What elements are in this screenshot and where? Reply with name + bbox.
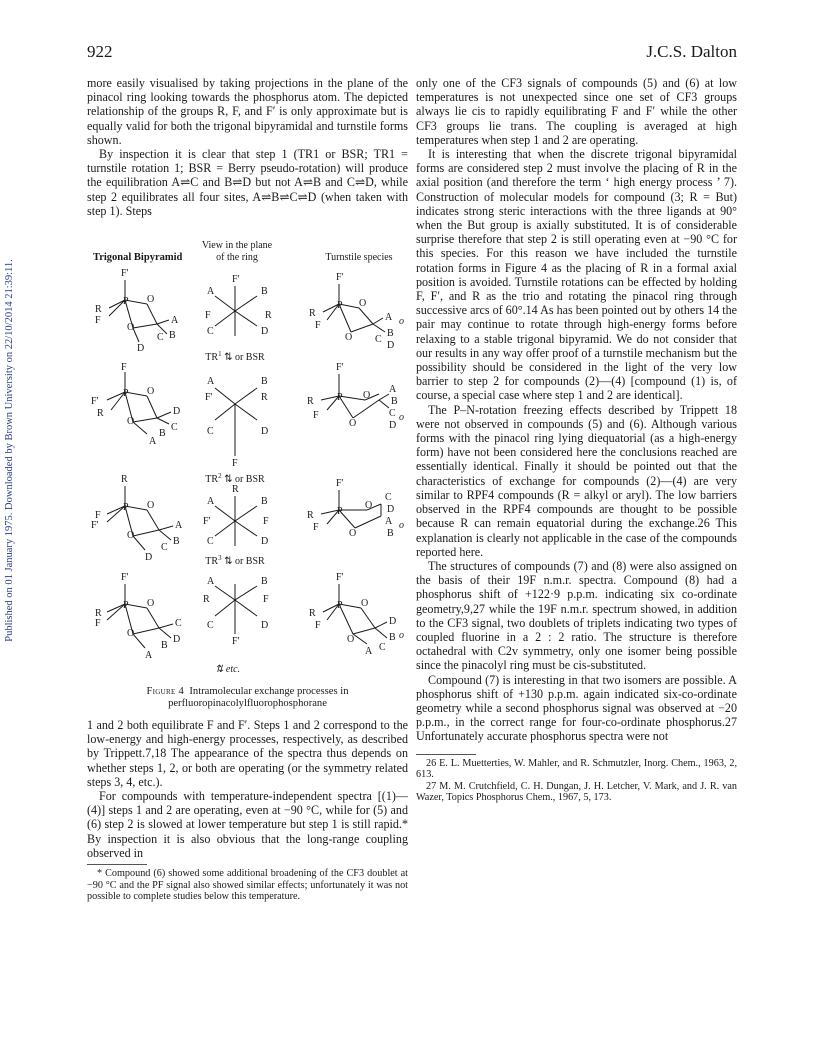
paragraph: It is interesting that when the discrete trigonal bipyramidal forms are considered step 2 must involve the placing of R in the axial position (and therefore the term ‘ high energy process ’ 7). Construction of molecular models for compound (3; R = But) indicates strong steric interactions with the three ligands at 90° when the But group is axially substituted. It is of considerable surprise therefore that step 2 is still operating even at −90 °C for this species. For this reason we have included the turnstile rotation forms in Figure 4 as the placing of R in a formal axial position is avoided. Turnstile rotations can be effected by holding F, F′, and R as the trio and rotating the pinacol ring through successive arcs of 60°.14 As has been pointed out by others 14 the pair may continue to rotate through high-energy forms before relaxing to a stable trigonal bipyramid. We do not consider that our results in any way offer proof of a turnstile mechanism but the possibility should be considered in the light of the very low barrier to step 2 for compounds (2)—(4) [compound (1) is, of course, a special case where step 1 and 2 are identical]. — [416, 147, 737, 403]
paragraph: only one of the CF3 signals of compounds (5) and (6) at low temperatures is not unexpected since one set of CF3 groups always lie cis to rapidly equilibrating F and F′ while the other CF3 groups lie trans. The coupling is averaged at high temperatures when step 1 and 2 are operating. — [416, 76, 737, 147]
svg-text:R: R — [95, 608, 102, 620]
heading-view-line1: View in the plane — [201, 240, 273, 252]
svg-text:o: o — [399, 630, 404, 642]
svg-text:B: B — [261, 576, 268, 588]
svg-text:F: F — [263, 516, 269, 528]
svg-text:F′: F′ — [336, 362, 344, 374]
svg-text:F: F — [95, 510, 101, 522]
svg-text:B: B — [387, 328, 394, 340]
svg-text:F: F — [263, 594, 269, 606]
svg-text:P: P — [337, 300, 343, 312]
svg-text:A: A — [207, 376, 215, 388]
svg-text:P: P — [337, 600, 343, 612]
svg-text:P: P — [337, 392, 343, 404]
references — [416, 754, 737, 804]
svg-text:O: O — [349, 528, 357, 540]
ring-projection-1 — [205, 274, 272, 337]
svg-text:O: O — [127, 530, 135, 542]
heading-view-line2: of the ring — [216, 252, 258, 264]
svg-text:B: B — [261, 376, 268, 388]
page-number: 922 — [87, 42, 113, 61]
download-watermark-text: Published on 01 January 1975. Downloaded by Brown University on 22/10/2014 21:39:11. — [3, 258, 15, 642]
svg-text:C: C — [171, 422, 178, 434]
svg-text:C: C — [385, 492, 392, 504]
svg-text:O: O — [361, 598, 369, 610]
reference-item: 26 E. L. Muetterties, W. Mahler, and R. Schmutzler, Inorg. Chem., 1963, 2, 613. — [416, 757, 737, 781]
page-header — [87, 42, 737, 66]
svg-text:F: F — [95, 315, 101, 327]
svg-text:R: R — [232, 484, 239, 496]
svg-text:P: P — [123, 600, 129, 612]
svg-text:F: F — [315, 620, 321, 632]
svg-text:A: A — [175, 520, 183, 532]
row-1 — [95, 268, 404, 363]
svg-text:B: B — [391, 396, 398, 408]
svg-text:A: A — [389, 384, 397, 396]
svg-text:D: D — [173, 406, 181, 418]
svg-text:D: D — [261, 326, 269, 338]
paragraph: The structures of compounds (7) and (8) were also assigned on the basis of their 19F n.m.r. spectra. Compound (8) had a phosphorus shift of +122·9 p.p.m. indicating six co-ordinate geometry,9,27 while the 19F n.m.r. spectrum showed, in addition to the CF3 signal, two doublets of triplets indicating two types of coupled fluorine in a 2 : 2 ratio. The structure is therefore octahedral with C2v symmetry, only one isomer being possible since the pinacolyl ring must be cis-substituted. — [416, 558, 737, 673]
reference-item: 27 M. M. Crutchfield, C. H. Dungan, J. H. Letcher, V. Mark, and J. R. van Wazer, Topics Phosphorus Chem., 1967, 5, 173. — [416, 780, 737, 804]
svg-text:C: C — [161, 542, 168, 554]
mechanism-diagram-lower — [87, 552, 408, 712]
etc-label: ⇅ etc. — [215, 664, 241, 676]
svg-text:O: O — [347, 634, 355, 646]
paragraph: 1 and 2 both equilibrate F and F′. Steps 1 and 2 correspond to the low-energy and high-energy processes, respectively, as described by Trippett.7,18 The appearance of the spectra thus depends on whether steps 1, 2, or both are operating (or the symmetry related steps 3, 4, etc.). — [87, 718, 408, 789]
heading-trigonal: Trigonal Bipyramid — [93, 252, 183, 264]
footnote: * Compound (6) showed some additional broadening of the CF3 doublet at −90 °C and the PF signal also showed similar effects; unfortunately it was not possible to complete studies below this temperature. — [87, 868, 408, 903]
figure-4-lower — [87, 552, 408, 712]
step-label-2: $TR^2$ ⇅ or BSR — [205, 472, 265, 486]
references-divider — [416, 754, 476, 755]
svg-text:R: R — [97, 408, 104, 420]
svg-text:F′: F′ — [336, 572, 344, 584]
svg-text:B: B — [159, 428, 166, 440]
svg-text:O: O — [363, 390, 371, 402]
step-label-1: $TR^1$ ⇅ or BSR — [205, 350, 265, 364]
svg-text:O: O — [359, 298, 367, 310]
paragraph: By inspection it is clear that step 1 (TR1 or BSR; TR1 = turnstile rotation 1; BSR = Berry pseudo-rotation) will produce the equilibration A⇌C and B⇌D but not A⇌B and C⇌D, while step 2 equilibrates all four sites, A⇌B⇌C⇌D (when taken with step 1). Steps — [87, 147, 408, 218]
svg-text:F′: F′ — [205, 392, 213, 404]
turnstile-4 — [309, 572, 396, 657]
svg-text:O: O — [147, 386, 155, 398]
svg-text:C: C — [175, 618, 182, 630]
svg-text:O: O — [127, 628, 135, 640]
svg-text:F: F — [121, 362, 127, 374]
journal-title: J.C.S. Dalton — [646, 42, 737, 61]
svg-text:C: C — [207, 326, 214, 338]
svg-text:A: A — [207, 576, 215, 588]
svg-text:F: F — [313, 410, 319, 422]
svg-text:C: C — [207, 426, 214, 438]
svg-text:C: C — [207, 620, 214, 632]
turnstile-1 — [309, 272, 394, 351]
svg-text:A: A — [149, 436, 157, 448]
svg-text:o: o — [399, 520, 404, 532]
svg-text:B: B — [387, 528, 394, 540]
svg-text:R: R — [307, 510, 314, 522]
svg-text:D: D — [261, 426, 269, 438]
bipyramid-1 — [95, 268, 179, 354]
svg-text:O: O — [127, 416, 135, 428]
svg-text:C: C — [207, 536, 214, 548]
svg-text:D: D — [137, 343, 145, 355]
paragraph: The P–N-rotation freezing effects described by Trippett 18 were not observed in compounds (5) and (6). Although various forms with the pinacol ring lying diequatorial (as a high-energy form) have not been considered here the conclusions reached are essentially identical. Finally it should be pointed out that the characteristics of exchange for compounds (2)—(4) are very similar to RPF4 compounds (R = alkyl or aryl). The low barriers observed in the RPF4 compounds are thought to be possible because R can remain equatorial during the exchange.26 This explanation is clearly not applicable in the case of the compounds reported here. — [416, 402, 737, 559]
bipyramid-2 — [91, 362, 180, 447]
svg-text:O: O — [127, 322, 135, 334]
svg-text:B: B — [261, 286, 268, 298]
svg-text:R: R — [265, 310, 272, 322]
svg-text:F′: F′ — [91, 396, 99, 408]
svg-text:P: P — [123, 388, 129, 400]
svg-text:R: R — [203, 594, 210, 606]
svg-text:D: D — [389, 616, 397, 628]
turnstile-3 — [307, 478, 394, 539]
figure-caption-text: Intramolecular exchange processes in perfluoropinacolylfluorophosphorane — [168, 686, 349, 710]
svg-text:C: C — [375, 334, 382, 346]
svg-text:F′: F′ — [203, 516, 211, 528]
svg-text:B: B — [173, 536, 180, 548]
svg-text:F′: F′ — [232, 636, 240, 648]
figure-caption-label: Figure 4 — [146, 686, 185, 698]
svg-text:R: R — [261, 392, 268, 404]
svg-text:F′: F′ — [336, 478, 344, 490]
svg-text:A: A — [385, 516, 393, 528]
svg-text:B: B — [389, 632, 396, 644]
svg-text:R: R — [95, 304, 102, 316]
svg-text:R: R — [309, 608, 316, 620]
svg-text:F: F — [205, 310, 211, 322]
ring-projection-3 — [203, 484, 269, 547]
svg-text:A: A — [385, 312, 393, 324]
row-2 — [91, 362, 404, 485]
svg-text:F′: F′ — [121, 268, 129, 280]
turnstile-2 — [307, 362, 398, 431]
svg-text:C: C — [379, 642, 386, 654]
svg-text:F′: F′ — [121, 572, 129, 584]
svg-text:D: D — [261, 620, 269, 632]
paragraph: more easily visualised by taking projections in the plane of the pinacol ring looking towards the phosphorus atom. The depicted relationship of the groups R, F, and F′ is only approximate but is equally valid for both the trigonal bipyramidal and turnstile forms shown. — [87, 76, 408, 147]
svg-text:D: D — [389, 420, 397, 432]
svg-text:F: F — [95, 618, 101, 630]
svg-text:P: P — [337, 506, 343, 518]
svg-text:F: F — [315, 320, 321, 332]
download-watermark — [2, 230, 16, 670]
svg-text:F′: F′ — [91, 520, 99, 532]
right-column — [416, 76, 737, 804]
svg-text:A: A — [207, 496, 215, 508]
svg-text:D: D — [387, 340, 395, 352]
svg-text:D: D — [261, 536, 269, 548]
row-3 — [91, 474, 404, 563]
svg-text:F′: F′ — [336, 272, 344, 284]
svg-text:A: A — [365, 646, 373, 658]
svg-text:R: R — [309, 308, 316, 320]
svg-text:A: A — [145, 650, 153, 662]
svg-text:O: O — [365, 500, 373, 512]
paragraph: Compound (7) is interesting in that two isomers are possible. A phosphorus shift of +130 p.p.m. again indicated six-co-ordinate geometry while a second phosphorus signal was observed at −20 p.p.m., in the correct range for four-co-ordinate phosphorus.27 Unfortunately accurate phosphorus spectra were not — [416, 672, 737, 744]
svg-text:O: O — [147, 598, 155, 610]
bipyramid-3 — [91, 474, 183, 563]
svg-text:O: O — [345, 332, 353, 344]
svg-text:F′: F′ — [232, 274, 240, 286]
svg-text:F: F — [313, 522, 319, 534]
svg-text:F: F — [232, 458, 238, 470]
heading-turnstile: Turnstile species — [325, 252, 393, 264]
svg-text:C: C — [157, 332, 164, 344]
svg-text:o: o — [399, 412, 404, 424]
svg-text:O: O — [147, 500, 155, 512]
footnote-divider — [87, 864, 147, 865]
svg-text:D: D — [387, 504, 395, 516]
svg-text:B: B — [169, 330, 176, 342]
ring-projection-2 — [205, 376, 268, 469]
svg-text:A: A — [207, 286, 215, 298]
ring-projection-4 — [203, 576, 269, 647]
bipyramid-4 — [95, 572, 182, 661]
svg-text:P: P — [123, 502, 129, 514]
svg-text:A: A — [171, 315, 179, 327]
left-column — [87, 76, 408, 903]
svg-text:C: C — [389, 408, 396, 420]
svg-text:P: P — [123, 296, 129, 308]
svg-text:D: D — [173, 634, 181, 646]
svg-text:o: o — [399, 316, 404, 328]
step-label-3: $TR^3$ ⇅ or BSR — [205, 554, 265, 568]
svg-text:R: R — [307, 396, 314, 408]
svg-text:B: B — [161, 640, 168, 652]
figure-4 — [87, 224, 408, 598]
svg-text:R: R — [121, 474, 128, 486]
svg-text:O: O — [147, 294, 155, 306]
svg-text:B: B — [261, 496, 268, 508]
svg-text:D: D — [145, 552, 153, 564]
paragraph: For compounds with temperature-independent spectra [(1)—(4)] steps 1 and 2 are operating, even at −90 °C, while for (5) and (6) step 2 is slowed at lower temperature but step 1 is still rapid.* By inspection it is also obvious that the long-range coupling observed in — [87, 789, 408, 860]
mechanism-diagram — [87, 224, 408, 598]
svg-text:O: O — [349, 418, 357, 430]
